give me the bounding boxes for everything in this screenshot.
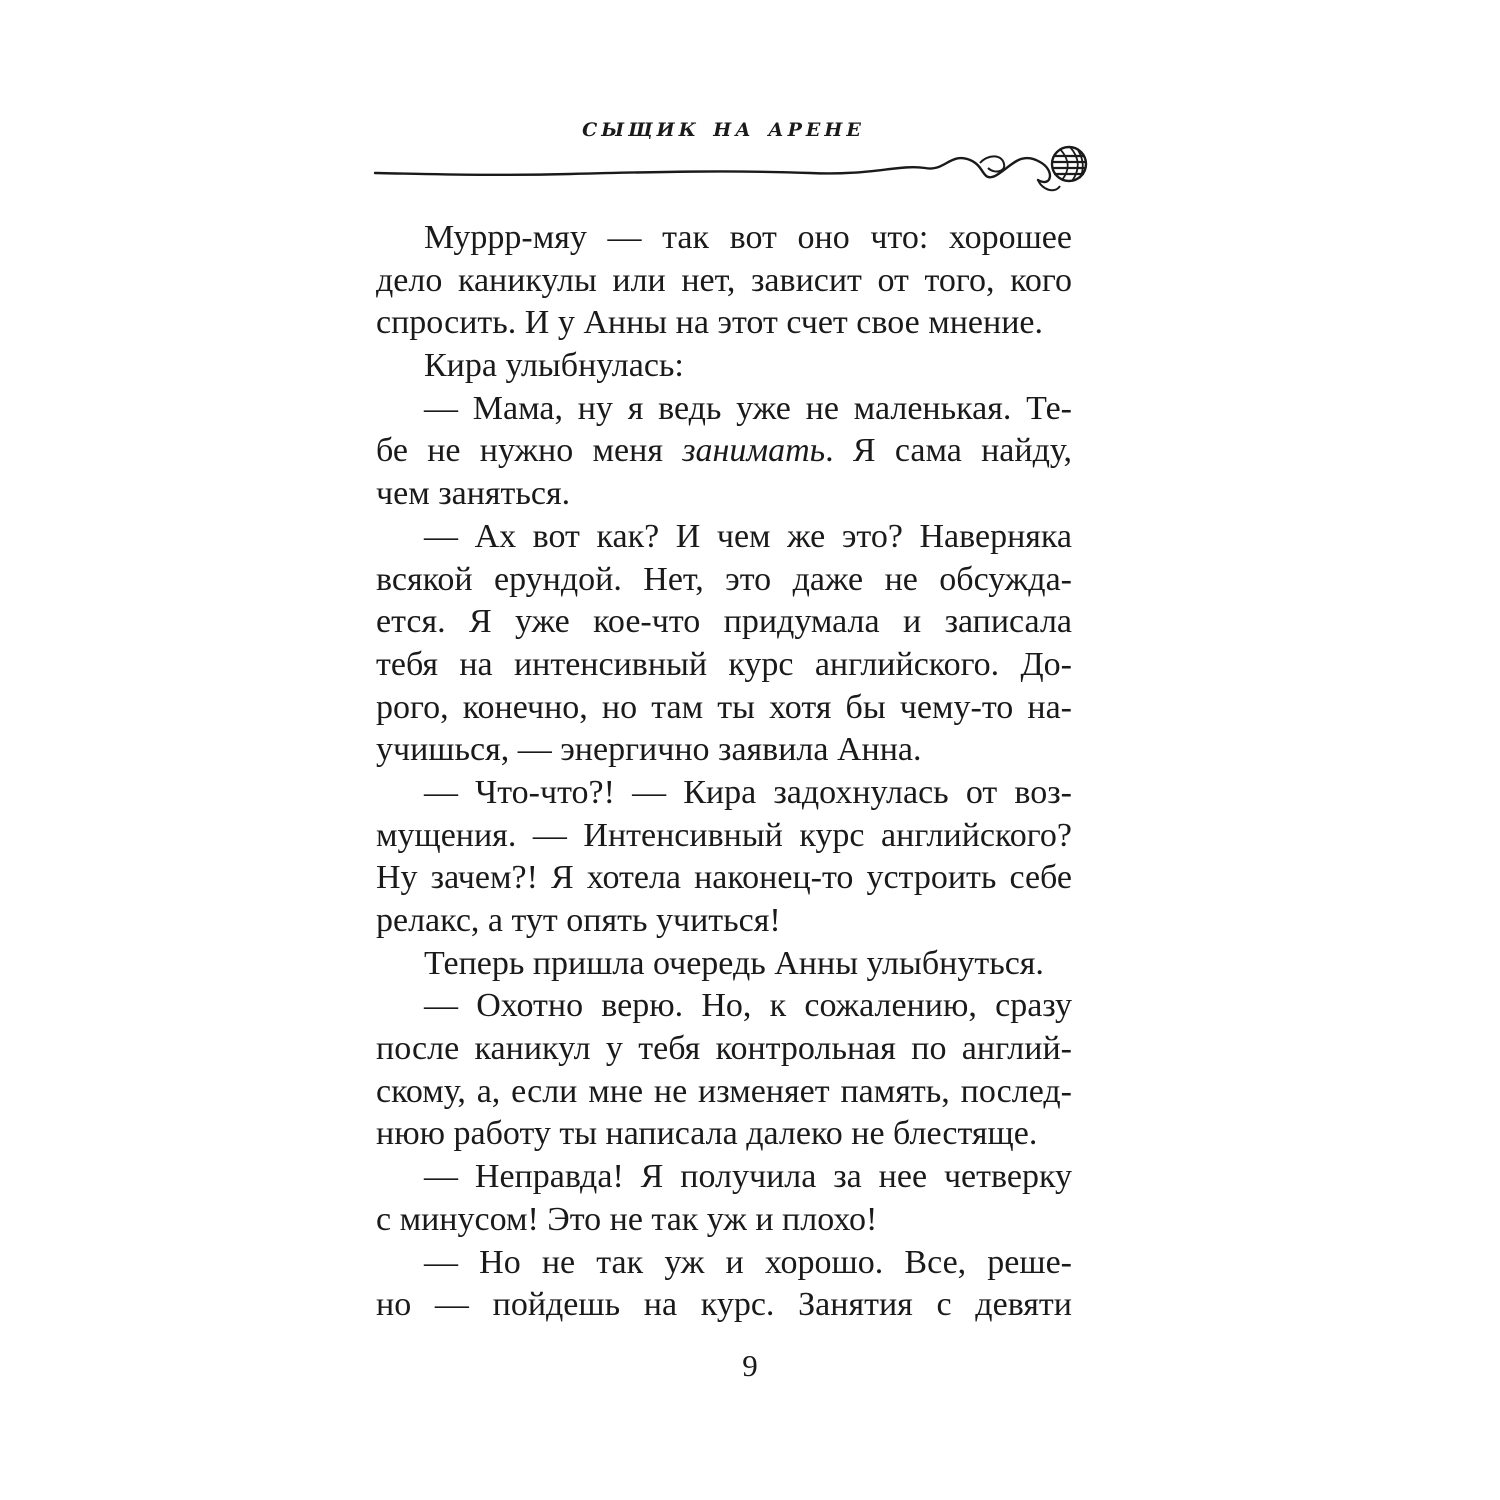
text-line: скому, а, если мне не изменяет память, послед-	[376, 1072, 1072, 1110]
thread-ornament	[370, 140, 1090, 200]
text-line: — Охотно верю. Но, к сожалению, сразу	[424, 987, 1072, 1025]
text-line: чем заняться.	[376, 475, 571, 513]
text-run: . Я сама найду,	[825, 432, 1072, 470]
text-line: — Ах вот как? И чем же это? Наверняка	[424, 517, 1072, 555]
text-line: тебя на интенсивный курс английского. До-	[376, 645, 1072, 683]
text-line: нюю работу ты написала далеко не блестяще.	[376, 1115, 1038, 1153]
text-line: мущения. — Интенсивный курс английского?	[376, 816, 1072, 854]
text-line: — Что-что?! — Кира задохнулась от воз-	[424, 773, 1072, 811]
text-line: учишься, — энергично заявила Анна.	[376, 731, 922, 769]
emphasized-word: занимать	[682, 432, 826, 470]
text-line: Теперь пришла очередь Анны улыбнуться.	[424, 944, 1044, 982]
body-text	[376, 217, 1072, 1327]
text-line: Муррр-мяу — так вот оно что: хорошее	[424, 219, 1072, 256]
text-line: с минусом! Это не так уж и плохо!	[376, 1200, 878, 1238]
text-line: Кира улыбнулась:	[424, 347, 684, 385]
text-line: после каникул у тебя контрольная по англий-	[376, 1030, 1072, 1068]
text-line: спросить. И у Анны на этот счет свое мнение.	[376, 304, 1043, 342]
text-line: всякой ерундой. Нет, это даже не обсужда-	[376, 560, 1072, 598]
text-line: ется. Я уже кое-что придумала и записала	[376, 603, 1072, 641]
text-line: рого, конечно, но там ты хотя бы чему-то на-	[376, 688, 1072, 726]
text-line: но — пойдешь на курс. Занятия с девяти	[376, 1286, 1072, 1324]
text-run: бе не нужно меня	[376, 432, 683, 470]
text-line	[376, 430, 1072, 473]
text-line: релакс, а тут опять учиться!	[376, 902, 781, 939]
running-title: сыщик на арене	[582, 112, 865, 143]
text-line: дело каникулы или нет, зависит от того, кого	[376, 261, 1072, 299]
page-number: 9	[742, 1348, 758, 1383]
text-line: — Мама, ну я ведь уже не маленькая. Те-	[424, 389, 1072, 427]
text-line: — Но не так уж и хорошо. Все, реше-	[424, 1243, 1072, 1281]
text-line: Ну зачем?! Я хотела наконец-то устроить себе	[376, 859, 1072, 897]
text-line: — Неправда! Я получила за нее четверку	[424, 1158, 1072, 1196]
yarn-ball-icon	[1052, 147, 1086, 181]
